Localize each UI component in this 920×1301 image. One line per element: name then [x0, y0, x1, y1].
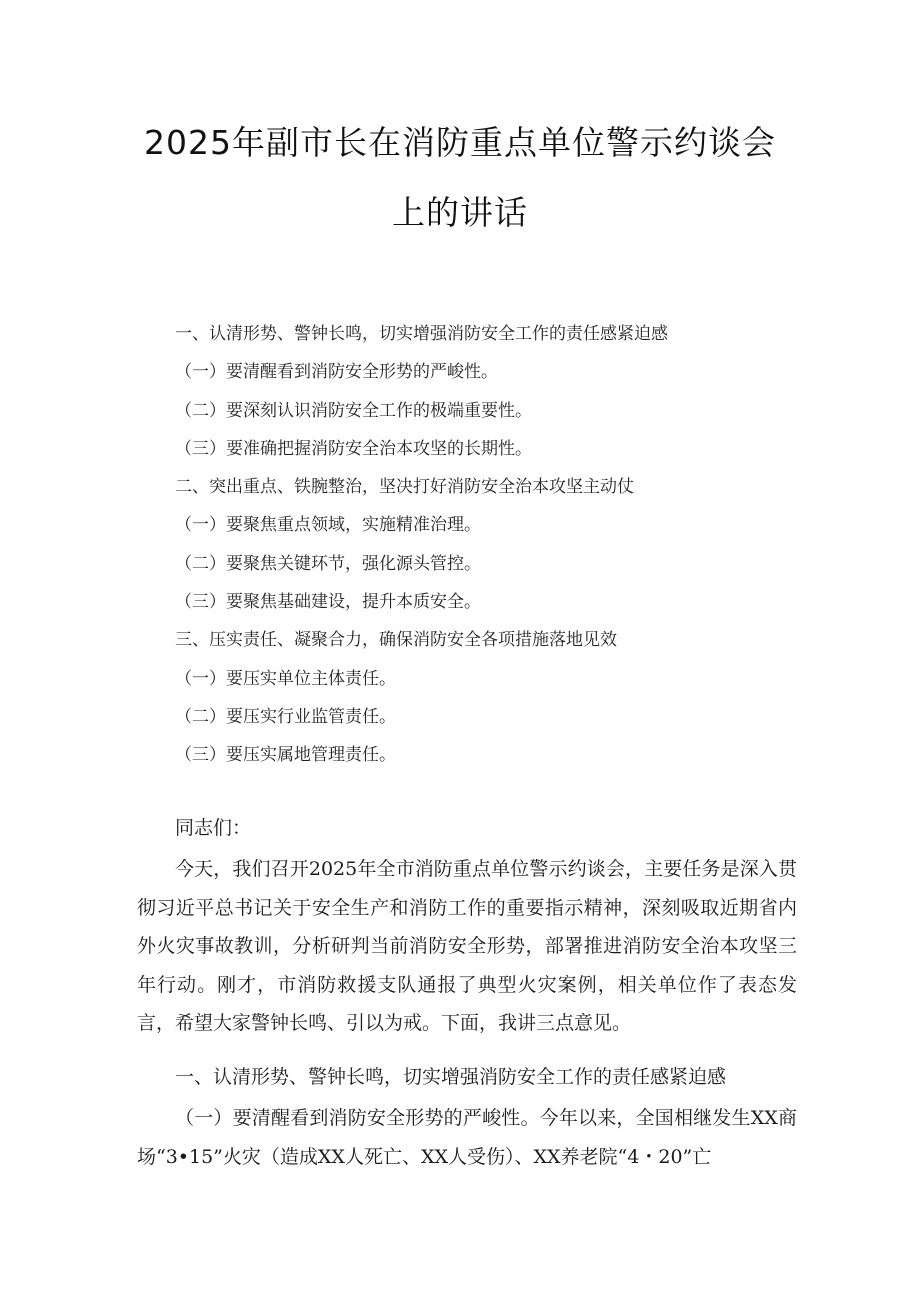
- greeting: 同志们：: [175, 817, 252, 839]
- outline-item: （三）要准确把握消防安全治本攻坚的长期性。: [175, 438, 532, 459]
- outline-item: （一）要聚焦重点领域，实施精准治理。: [175, 515, 481, 536]
- outline-item: 三、压实责任、凝聚合力，确保消防安全各项措施落地见效: [175, 630, 617, 651]
- outline-item: （一）要压实单位主体责任。: [175, 668, 396, 689]
- outline-item: 二、突出重点、铁腕整治，坚决打好消防安全治本攻坚主动仗: [175, 477, 634, 498]
- outline-item: （二）要聚焦关键环节，强化源头管控。: [175, 553, 481, 574]
- document-title-line-2: 上的讲话: [392, 193, 528, 232]
- outline-item: （二）要压实行业监管责任。: [175, 706, 396, 727]
- outline-item: （三）要压实属地管理责任。: [175, 745, 396, 766]
- body-paragraph: （一）要清醒看到消防安全形势的严峻性。今年以来，全国相继发生XX商场“3•15”火灾（造成XX人死亡、XX人受伤）、XX养老院“4・20”亡: [137, 1107, 797, 1168]
- body-paragraph: 今天，我们召开2025年全市消防重点单位警示约谈会，主要任务是深入贯彻习近平总书记关于安全生产和消防工作的重要指示精神，深刻吸取近期省内外火灾事故教训，分析研判当前消防安全形势，部署推进消防安全治本攻坚三年行动。刚才，市消防救援支队通报了典型火灾案例，相关单位作了表态发言，希望大家警钟长鸣、引以为戒。下面，我讲三点意见。: [137, 858, 797, 1034]
- section-heading: 一、认清形势、警钟长鸣，切实增强消防安全工作的责任感紧迫感: [175, 1066, 727, 1088]
- outline-item: （一）要清醒看到消防安全形势的严峻性。: [175, 362, 498, 383]
- outline-list: [175, 321, 815, 781]
- outline-item: 一、认清形势、警钟长鸣，切实增强消防安全工作的责任感紧迫感: [175, 324, 668, 344]
- outline-item: （二）要深刻认识消防安全工作的极端重要性。: [175, 400, 532, 421]
- outline-item: （三）要聚焦基础建设，提升本质安全。: [175, 592, 481, 613]
- document-title-line-1: 2025年副市长在消防重点单位警示约谈会: [144, 123, 776, 162]
